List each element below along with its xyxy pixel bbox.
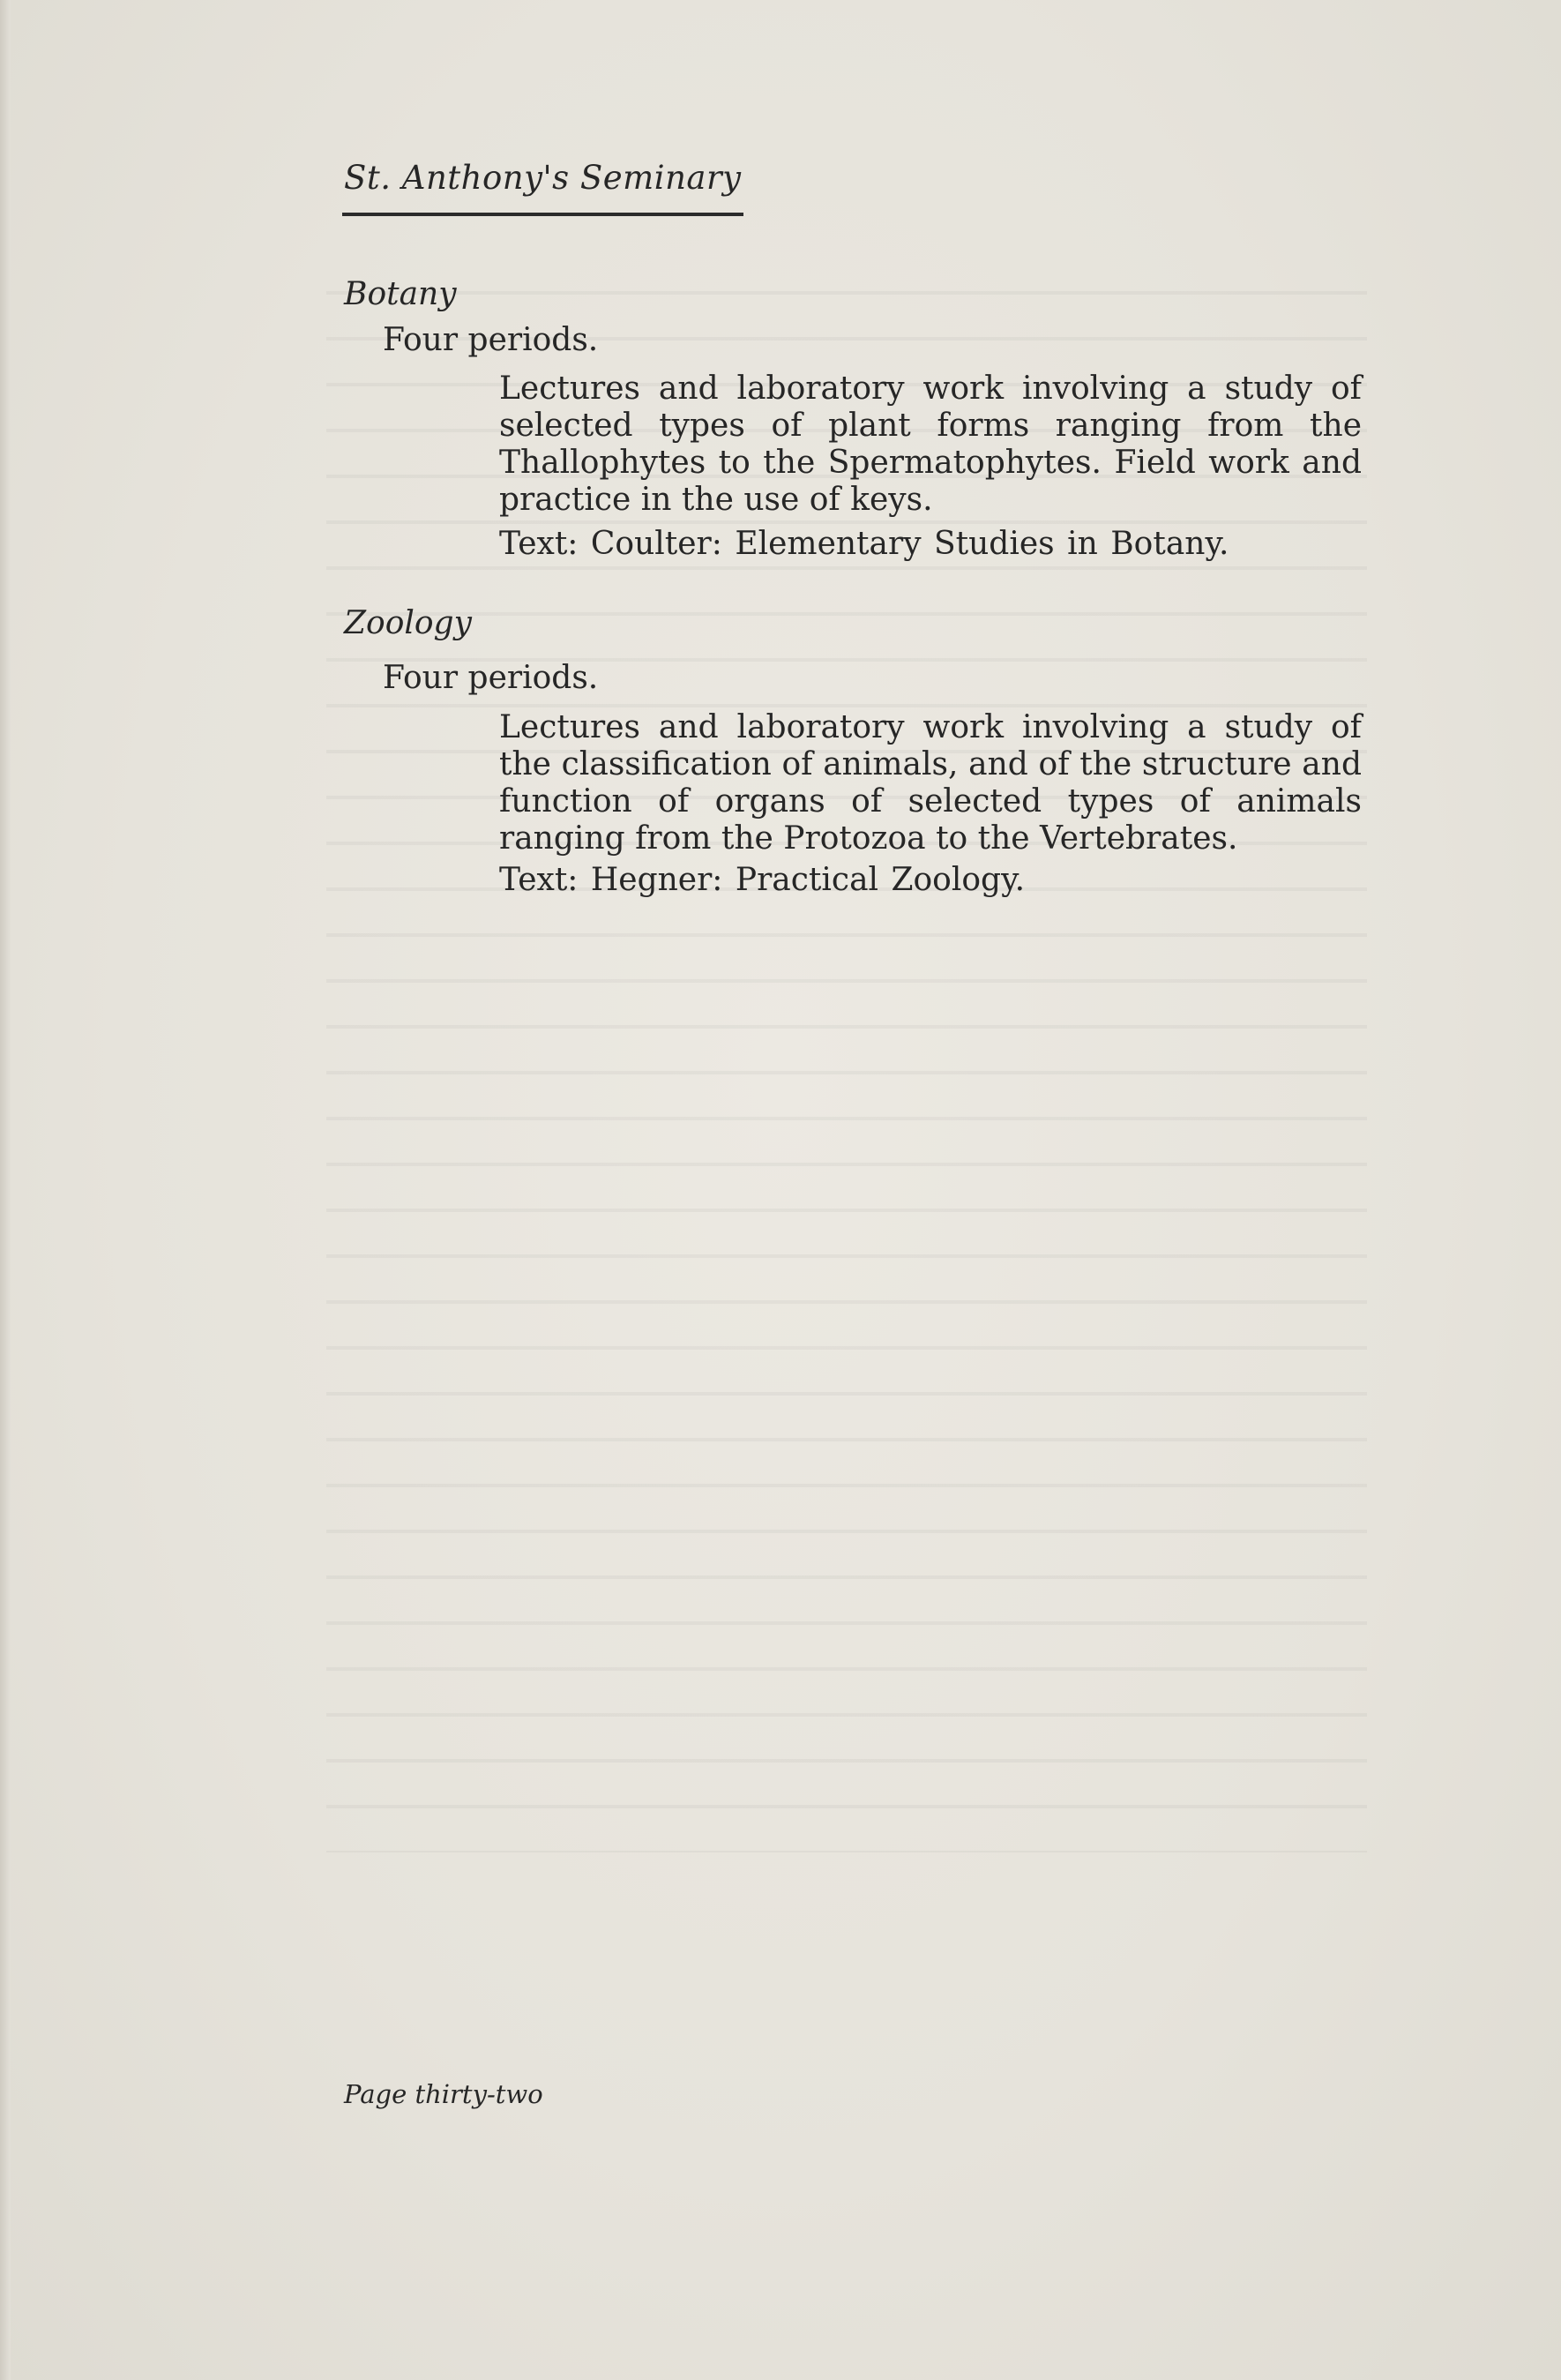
page-spine-shadow [0,0,11,2380]
botany-periods: Four periods. [383,322,599,358]
botany-text-reference: Text: Coulter: Elementary Studies in Botany. [499,526,1229,562]
section-heading-botany: Botany [344,276,457,312]
zoology-periods: Four periods. [383,660,599,696]
section-heading-zoology: Zoology [344,605,472,641]
botany-description: Lectures and laboratory work involving a study of selected types of plant forms ranging from the Thallophytes to the Spermatophytes. Field work and practice in the use of keys. [499,370,1362,518]
running-header-title: St. Anthony's Seminary [344,159,742,197]
header-rule [342,213,743,216]
page-number-footer: Page thirty-two [344,2079,543,2109]
zoology-text-reference: Text: Hegner: Practical Zoology. [499,862,1026,898]
zoology-description: Lectures and laboratory work involving a study of the classification of animals, and of the structure and function of organs of selected types of animals ranging from the Protozoa to the Vertebrates. [499,709,1362,857]
